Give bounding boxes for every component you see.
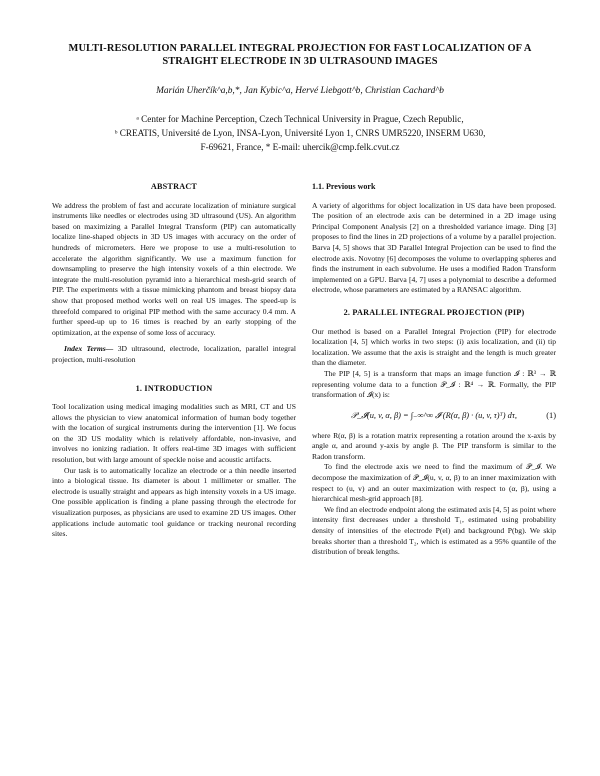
pip-paragraph-2: The PIP [4, 5] is a transform that maps an image function 𝓘 : ℝ³ → ℝ representing volume data to a function 𝒫_𝓘 : ℝ⁴ → ℝ. Formally, the PIP transformation of 𝓘(x) is: [312, 368, 556, 400]
pip-paragraph-4: To find the electrode axis we need to find the maximum of 𝒫_𝓘. We decompose the maximization of 𝒫_𝓘(u, v, α, β) to an inner maximization with respect to (u, v) and an outer maximization with respect to (α, β), using a hierarchical mesh-grid approach [8]. [312, 462, 556, 504]
left-column [52, 182, 296, 540]
affiliation-line: F-69621, France, * E-mail: uhercik@cmp.felk.cvut.cz [200, 142, 400, 152]
intro-paragraph-1: Tool localization using medical imaging modalities such as MRI, CT and US allows the physician to view anatomical information of human body together with the location of surgical instruments during the intervention [1]. We focus on the 3D US modality which is relatively affordable, non-invasive, and involves no ionizing radiation. It offers real-time 3D images with sufficient resolution, but with large amount of speckle noise and acoustic artifacts. [52, 402, 296, 465]
author-list: Marián Uherčík^a,b,*, Jan Kybic^a, Hervé Liebgott^b, Christian Cachard^b [156, 86, 444, 96]
affiliations [40, 112, 560, 154]
intro-paragraph-2: Our task is to automatically localize an electrode or a thin needle inserted into a biological tissue. Its diameter is about 1 millimeter or smaller. The electrode is usually straight and appears as high intensity voxels in a US image. One possible application is finding a plane passing through the electrode for visualization purposes, as physicians are used to examine 2D US images. Other applications include automatic tool guidance or tracking neuronal recording sites. [52, 465, 296, 539]
pip-paragraph-3: where R(α, β) is a rotation matrix representing a rotation around the x-axis by angle α, and around y-axis by angle β. The PIP transform is similar to the Radon transform. [312, 430, 556, 461]
index-terms-text: 3D ultrasound, electrode, localization, parallel integral projection, multi-resolution [52, 344, 296, 364]
pip-paragraph-1: Our method is based on a Parallel Integral Projection (PIP) for electrode localization [4, 5] which works in two steps: (i) axis localization, and (ii) tip localization. We assume that the axis is straight and the length is much greater than the diameter. [312, 326, 556, 368]
pip-paragraph-5: We find an electrode endpoint along the estimated axis [4, 5] as point where intensity first decreases under a threshold T₁, estimated using probability density of intensities of the electrode P(el) and background P(bg). We skip breaks shorter than a threshold T₂, which is estimated as a 95% quantile of the distribution of break lengths. [312, 504, 556, 557]
affiliation-line: ᵃ Center for Machine Perception, Czech Technical University in Prague, Czech Republic, [136, 114, 464, 124]
equation-body: 𝒫_𝓘(u, v, α, β) = ∫₋∞^∞ 𝓘 (R(α, β) · (u, v, τ)ᵀ) dτ, [351, 410, 517, 420]
index-terms-label: Index Terms— [64, 344, 114, 354]
affiliation-line: ᵇ CREATIS, Université de Lyon, INSA-Lyon, Université Lyon 1, CNRS UMR5220, INSERM U630, [114, 128, 486, 138]
previous-work-heading: 1.1. Previous work [312, 182, 376, 191]
pip-heading: 2. PARALLEL INTEGRAL PROJECTION (PIP) [343, 307, 525, 317]
abstract-text: We address the problem of fast and accurate localization of miniature surgical instruments like needles or electrodes using 3D ultrasound (US). An algorithm based on maximizing a Parallel Integral Transform (PIP) can automatically localize line-shaped objects in 3D US images with accuracy on the order of hundreds of micrometers. Here we propose to use a multi-resolution to accelerate the algorithm significantly. We use a maximum function for downsampling to preserve the high intensity voxels of a thin electrode. We integrate the multi-resolution pyramid into a hierarchical mesh-grid search of PIP. The experiments with a tissue mimicking phantom and breast biopsy data show that proposed method works well on real US images. The speed-up is threefold compared to original PIP method with the same accuracy 0.4 mm. A further speed-up up to 16 times is reached by an early stopping of the optimization, at the expense of some loss of accuracy. [52, 200, 296, 337]
right-column [312, 182, 556, 558]
equation-1 [312, 403, 556, 429]
introduction-heading: 1. INTRODUCTION [135, 383, 213, 393]
paper-title: MULTI-RESOLUTION PARALLEL INTEGRAL PROJECTION FOR FAST LOCALIZATION OF A STRAIGHT ELECTRODE IN 3D ULTRASOUND IMAGES [68, 43, 532, 67]
abstract-heading: ABSTRACT [150, 182, 198, 191]
index-terms [52, 344, 296, 365]
previous-work-text: A variety of algorithms for object localization in US data have been proposed. The position of an electrode axis can be determined in a 2D image using Principal Component Analysis [2] on a thresholded variance image. Ding [3] proposes to find the lines in 2D projections of a volume by a parallel projection. Barva [4, 5] shows that 3D Parallel Integral Projection can be used to find the electrode axis. Novotny [6] decomposes the volume to overlapping spheres and finds the instrument in each subvolume. He uses a modified Radon Transform implemented on a GPU. Barva [4, 7] uses a polynomial to describe a deformed electrode, whose parameters are estimated by a RANSAC algorithm. [312, 200, 556, 295]
equation-number: (1) [546, 410, 556, 420]
